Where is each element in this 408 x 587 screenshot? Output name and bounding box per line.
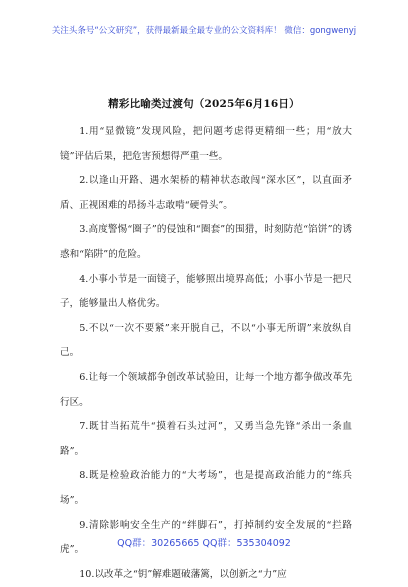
paragraph-4: 4.小事小节是一面镜子，能够照出境界高低；小事小节是一把尺子，能够量出人格优劣。: [60, 273, 352, 310]
promo-header: 关注头条号“公文研究”，获得最新最全最专业的公文资料库！ 微信：gongwenyj: [51, 26, 357, 36]
paragraph-10: 10.以改革之“钥”解难题破藩篱，以创新之“力”应: [79, 568, 287, 580]
paragraph-5: 5.不以“一次不要紧”来开脱自己，不以“小事无所谓”来放纵自己。: [60, 322, 352, 359]
paragraph-6: 6.让每一个领域都争创改革试验田，让每一个地方都争做改革先行区。: [60, 371, 352, 408]
paragraph-7: 7.既甘当拓荒牛“摸着石头过河”，又勇当急先锋“杀出一条血路”。: [60, 421, 352, 457]
document-body: [60, 120, 352, 587]
paragraph-1: 1.用“显微镜”发现风险，把问题考虑得更精细一些；用“放大镜”评估后果，把危害预想得严重一些。: [60, 126, 352, 162]
paragraph-2: 2.以逢山开路、遇水架桥的精神状态敢闯“深水区”，以直面矛盾、正视困难的昂扬斗志敢啃“硬骨头”。: [60, 175, 352, 211]
paragraph-3: 3.高度警惕“圈子”的侵蚀和“圈套”的围猎，时刻防范“馅饼”的诱惑和“陷阱”的危险。: [60, 224, 352, 260]
paragraph-8: 8.既是检验政治能力的“大考场”，也是提高政治能力的“练兵场”。: [60, 470, 352, 506]
contact-footer: QQ群：30265665 QQ群：535304092: [117, 538, 291, 549]
paragraph-9: 9.清除影响安全生产的“绊脚石”，打掉制约安全发展的“拦路虎”。: [60, 519, 352, 556]
document-title: 精彩比喻类过渡句（2025年6月16日）: [108, 98, 300, 110]
